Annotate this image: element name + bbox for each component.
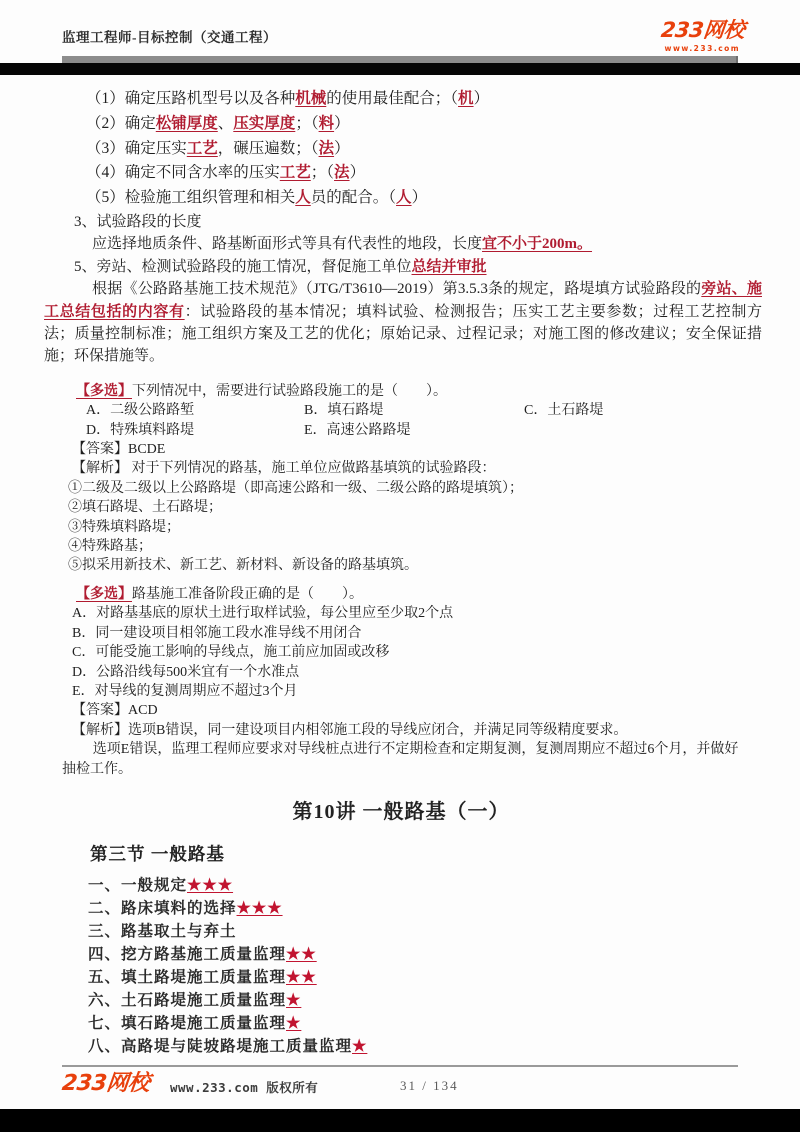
list-item-4	[62, 161, 740, 186]
section-toc	[88, 874, 740, 1058]
toc-item-7	[88, 1012, 740, 1035]
importance-stars: ★★★	[187, 876, 234, 894]
toc-label: 一、一般规定	[88, 876, 188, 894]
emphasis-red-text: 压实厚度	[233, 114, 296, 132]
question-1-analysis-intro: 【解析】 对于下列情况的路基，施工单位应做路基填筑的试验路段：	[72, 461, 496, 477]
plain-text: ，碾压遍数；（	[217, 139, 319, 157]
emphasis-red-text: 人	[396, 189, 412, 207]
emphasis-red-text: 机械	[295, 90, 327, 107]
header-rule-black	[0, 63, 800, 75]
paragraph-spec	[44, 278, 762, 368]
footer-rule	[62, 1065, 738, 1067]
emphasis-red-text: 松铺厚度	[155, 114, 218, 132]
question-2-answer: 【答案】ACD	[72, 703, 158, 719]
question-2-analysis-2: 选项E错误，监理工程师应要求对导线桩点进行不定期检查和定期复测，复测周期应不超过6个月，并做好抽检工作。	[62, 742, 739, 777]
toc-label: 八、高路堤与陡坡路堤施工质量监理	[88, 1037, 353, 1055]
analysis-point-1: ①二级及二级以上公路路堤（即高速公路和一级、二级公路的路堤填筑）；	[68, 480, 523, 496]
brand-logo-233wx: 233网校	[659, 18, 746, 42]
emphasis-red-text: 机	[458, 90, 474, 107]
question-2-analysis-1: 【解析】选项B错误，同一建设项目内相邻施工段的导线应闭合，并满足同等级精度要求。	[72, 722, 628, 738]
plain-text: （5）检验施工组织管理和相关	[86, 189, 296, 207]
plain-text: ）	[334, 114, 350, 132]
emphasis-red-text: 旁站、施工总结包括的内容有	[44, 281, 762, 320]
subheading-5	[62, 256, 740, 278]
emphasis-red-text: 【多选】	[76, 383, 132, 399]
importance-stars: ★★★	[236, 899, 283, 917]
header-brand	[661, 20, 744, 53]
lecture-title: 第10讲 一般路基（一）	[292, 800, 510, 823]
emphasis-red-text: 【多选】	[76, 586, 132, 602]
list-item-1	[62, 87, 740, 112]
subheading-3: 3、试验路段的长度	[74, 213, 202, 230]
document-content	[0, 75, 800, 1065]
toc-item-5	[88, 966, 740, 989]
copyright-text: www.233.com 版权所有	[170, 1080, 319, 1095]
plain-text: ；（	[310, 164, 335, 182]
option-e: E．高速公路路堤	[304, 422, 411, 438]
option-a: A．对路基基底的原状土进行取样试验，每公里应至少取2个点	[72, 606, 454, 622]
toc-label: 七、填石路堤施工质量监理	[88, 1014, 287, 1032]
option-c: C．可能受施工影响的导线点，施工前应加固或改移	[72, 645, 390, 661]
toc-item-1	[88, 874, 740, 897]
option-b: B．同一建设项目相邻施工段水准导线不用闭合	[72, 625, 362, 641]
plain-text: ）	[349, 164, 366, 182]
page-number: 31 / 134	[400, 1078, 459, 1093]
question-1-options-row-2	[62, 421, 740, 440]
section-title: 第三节 一般路基	[90, 843, 225, 864]
paragraph-length	[62, 233, 740, 255]
question-block-1	[62, 382, 740, 576]
analysis-point-3: ③特殊填料路堤；	[68, 519, 180, 535]
list-item-2	[62, 112, 740, 137]
toc-item-4	[88, 943, 740, 966]
plain-text: 、	[217, 114, 234, 132]
emphasis-red-text: 工艺	[279, 164, 311, 182]
plain-text: 应选择地质条件、路基断面形式等具有代表性的地段，长度	[92, 236, 483, 253]
plain-text: （1）确定压路机型号以及各种	[86, 90, 296, 107]
importance-stars: ★	[286, 1014, 302, 1032]
question-block-2	[62, 585, 740, 779]
toc-label: 五、填土路堤施工质量监理	[88, 968, 287, 986]
toc-label: 三、路基取土与弃土	[88, 922, 237, 940]
toc-item-8	[88, 1035, 740, 1058]
analysis-point-2: ②填石路堤、土石路堤；	[68, 500, 222, 516]
page-footer	[0, 1065, 800, 1132]
emphasis-red-text: 总结并审批	[411, 258, 487, 275]
plain-text: 根据《公路路基施工技术规范》（JTG/T3610—2019）第3.5.3条的规定，路堤填方试验路段的	[92, 281, 702, 298]
footer-brand	[62, 1073, 149, 1095]
toc-label: 四、挖方路基施工质量监理	[88, 945, 287, 963]
option-b: B．填石路堤	[304, 403, 384, 419]
plain-text: 路基施工准备阶段正确的是（ ）。	[132, 586, 363, 602]
list-item-5	[62, 186, 740, 211]
toc-label: 六、土石路堤施工质量监理	[88, 991, 287, 1009]
toc-item-3	[88, 920, 740, 943]
header-rule-gray	[62, 56, 738, 63]
brand-logo-233wx: 233网校	[60, 1071, 151, 1096]
option-d: D．公路沿线每500米宜有一个水准点	[72, 664, 300, 680]
importance-stars: ★★	[286, 945, 317, 963]
plain-text: ：试验路段的基本情况；填料试验、检测报告；压实工艺主要参数；过程工艺控制方法；质量控制标准；施工组织方案及工艺的优化；原始记录、过程记录；对施工图的修改建议；安全保证措施；环保措施等。	[44, 303, 762, 365]
emphasis-red-text: 宜不小于200m。	[482, 236, 593, 253]
plain-text: （3）确定压实	[86, 139, 187, 157]
option-d: D．特殊填料路堤	[86, 422, 195, 438]
importance-stars: ★	[286, 991, 302, 1009]
question-1-answer: 【答案】BCDE	[72, 442, 166, 458]
plain-text: 5、旁站、检测试验路段的施工情况，督促施工单位	[74, 258, 412, 275]
importance-stars: ★★	[286, 968, 317, 986]
analysis-point-4: ④特殊路基；	[68, 539, 152, 555]
option-a: A．二级公路路堑	[86, 403, 195, 419]
list-item-3	[62, 137, 740, 162]
plain-text: ）	[334, 139, 350, 157]
plain-text: 的使用最佳配合；（	[326, 90, 459, 107]
plain-text: （2）确定	[86, 114, 156, 132]
toc-item-6	[88, 989, 740, 1012]
footer-rule-black	[0, 1109, 800, 1132]
toc-item-2	[88, 897, 740, 920]
question-1-stem	[62, 382, 740, 401]
toc-label: 二、路床填料的选择	[88, 899, 237, 917]
emphasis-red-text: 料	[318, 114, 335, 132]
plain-text: ）	[411, 189, 428, 207]
question-2-stem	[62, 585, 740, 604]
question-1-options-row-1	[62, 401, 740, 420]
course-title: 监理工程师-目标控制（交通工程）	[62, 30, 277, 45]
emphasis-red-text: 人	[295, 189, 311, 207]
plain-text: （4）确定不同含水率的压实	[86, 164, 280, 182]
plain-text: 下列情况中，需要进行试验路段施工的是（ ）。	[132, 383, 447, 399]
plain-text: ）	[473, 90, 490, 107]
option-e: E．对导线的复测周期应不超过3个月	[72, 683, 298, 699]
emphasis-red-text: 工艺	[186, 139, 218, 157]
option-c: C．土石路堤	[524, 403, 604, 419]
analysis-point-5: ⑤拟采用新技术、新工艺、新材料、新设备的路基填筑。	[68, 558, 418, 574]
brand-url: www.233.com	[664, 44, 741, 53]
importance-stars: ★	[352, 1037, 368, 1055]
emphasis-red-text: 法	[318, 139, 335, 157]
page-header	[0, 0, 800, 56]
emphasis-red-text: 法	[334, 164, 350, 182]
plain-text: ；（	[295, 114, 319, 132]
plain-text: 员的配合。（	[310, 189, 397, 207]
footer-row	[62, 1071, 738, 1103]
